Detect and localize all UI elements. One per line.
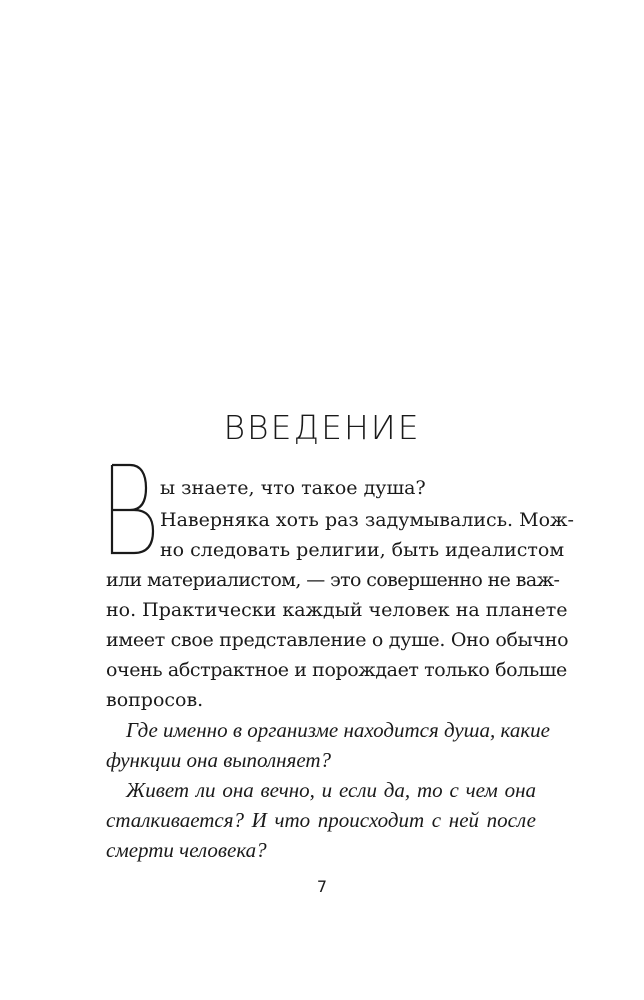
paragraph-line: но следовать религии, быть идеалистом <box>160 539 565 561</box>
paragraph-line: ы знаете, что такое душа? <box>160 477 426 499</box>
paragraph-line: Наверняка хоть раз задумывались. Мож- <box>160 509 574 531</box>
paragraph-line: Где именно в организме находится душа, какие <box>126 718 550 742</box>
paragraph-line: но. Практически каждый человек на планете <box>106 599 568 621</box>
paragraph-line: или материалистом, — это совершенно не важ- <box>106 569 560 591</box>
page-number: 7 <box>316 877 328 896</box>
paragraph-line: Живет ли она вечно, и если да, то с чем она <box>126 778 536 802</box>
paragraph-line: сталкивается? И что происходит с ней после <box>106 808 536 832</box>
drop-cap-letter <box>108 463 156 555</box>
paragraph-line: смерти человека? <box>106 838 267 862</box>
chapter-title: ВВЕДЕНИЕ <box>223 408 421 447</box>
paragraph-line: вопросов. <box>106 689 204 711</box>
paragraph-line: функции она выполняет? <box>106 748 332 772</box>
paragraph-line: очень абстрактное и порождает только больше <box>106 659 567 681</box>
paragraph-line: имеет свое представление о душе. Оно обычно <box>106 629 569 651</box>
